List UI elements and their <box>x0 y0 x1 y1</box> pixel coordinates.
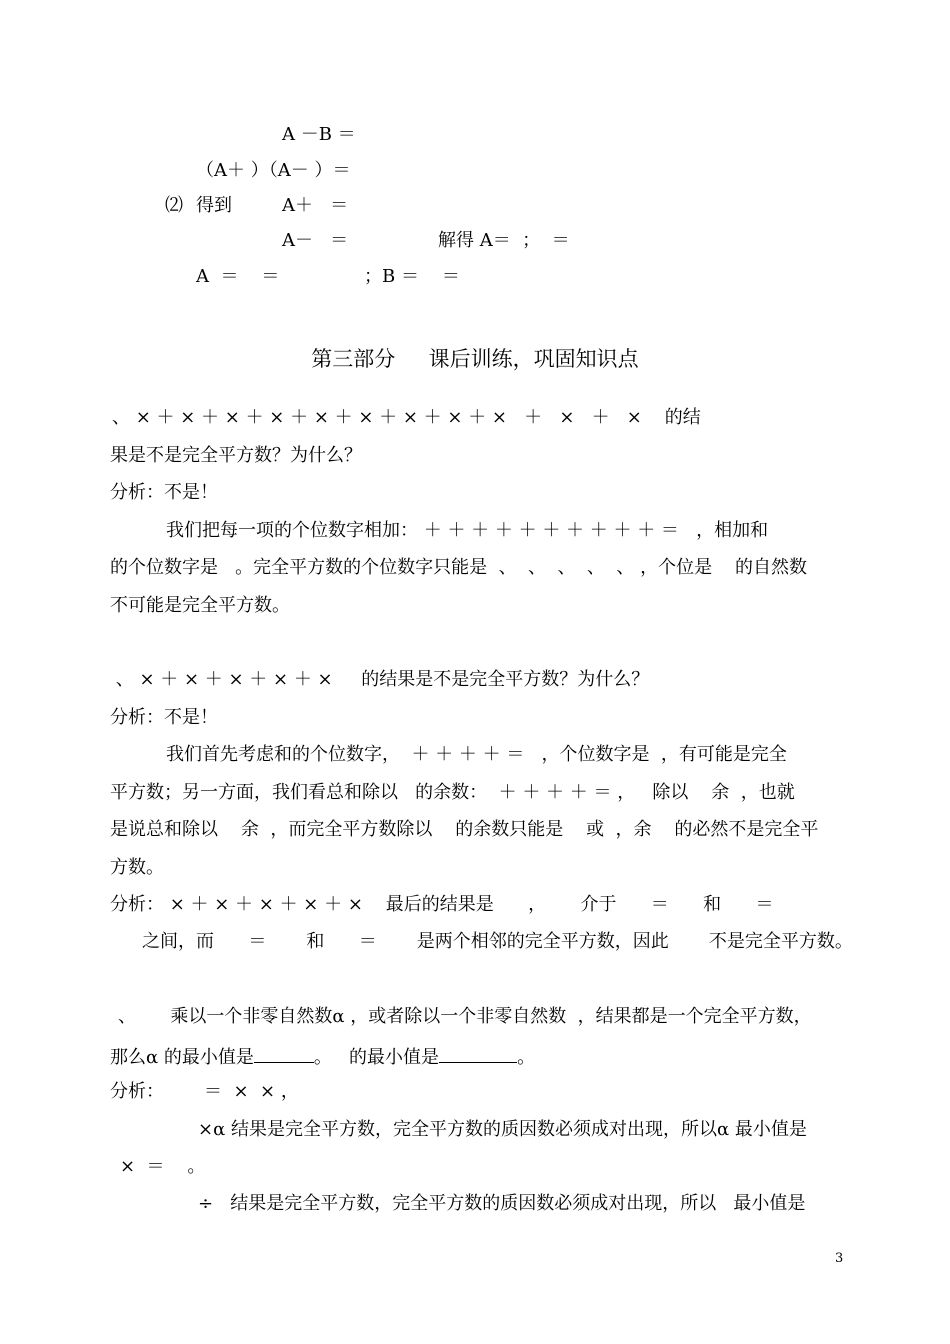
q3-line-2 <box>110 1044 535 1069</box>
q2-analysis: 分析：不是！ <box>110 707 218 728</box>
q2-paragraph-1: 我们首先考虑和的个位数字， ＋ ＋ ＋ ＋ ＝ ，个位数字是 ，有可能是完全 <box>166 744 787 765</box>
equation-line-3: A＋ ＝ <box>282 195 349 216</box>
answer-blank-alpha[interactable] <box>254 1044 314 1063</box>
q2-analysis-2-line-2: 之间，而 ＝ 和 ＝ 是两个相邻的完全平方数，因此 不是完全平方数。 <box>142 931 853 952</box>
result-a: A ＝ ＝ <box>196 266 280 287</box>
equation-line-2: （A＋ ）（A－ ）＝ <box>196 160 351 181</box>
q3-analysis: 分析： ＝ × × ， <box>110 1081 299 1102</box>
q1-line-2: 果是不是完全平方数？为什么？ <box>110 445 362 466</box>
q1-analysis: 分析：不是！ <box>110 482 218 503</box>
step-number: ⑵ <box>165 195 183 216</box>
q3-line-2-part-c: 。 <box>517 1047 536 1068</box>
result-b: ；B ＝ ＝ <box>364 266 460 287</box>
answer-blank-second[interactable] <box>439 1044 517 1063</box>
q3-line-2-part-b: 。 的最小值是 <box>313 1047 440 1068</box>
q1-paragraph-2: 的个位数字是 。完全平方数的个位数字只能是 、 、 、 、 、 ，个位是 的自然数 <box>110 557 807 578</box>
q3-line-1: 、 乘以一个非零自然数α ，或者除以一个非零自然数 ，结果都是一个完全平方数， <box>118 1006 812 1027</box>
q2-paragraph-3: 是说总和除以 余 ，而完全平方数除以 的余数只能是 或 ，余 的必然不是完全平 <box>110 819 819 840</box>
q3-line-2-part-a: 那么α 的最小值是 <box>110 1047 254 1068</box>
q3-paragraph-1: ×α 结果是完全平方数，完全平方数的质因数必须成对出现，所以α 最小值是 <box>198 1119 807 1140</box>
page-number: 3 <box>835 1251 844 1266</box>
q2-line-1: 、 × ＋ × ＋ × ＋ × ＋ × 的结果是不是完全平方数？为什么？ <box>110 669 650 690</box>
section-title: 第三部分 课后训练，巩固知识点 <box>311 347 639 371</box>
q3-paragraph-3: ÷ 结果是完全平方数，完全平方数的质因数必须成对出现，所以 最小值是 <box>198 1193 806 1214</box>
q2-paragraph-2: 平方数；另一方面，我们看总和除以 的余数： ＋ ＋ ＋ ＋ ＝ ， 除以 余 ，也就 <box>110 782 795 803</box>
q2-paragraph-4: 方数。 <box>110 857 164 878</box>
q1-line-1: 、 × ＋ × ＋ × ＋ × ＋ × ＋ × ＋ × ＋ × ＋ × ＋ × ＋ × 的结 <box>112 407 701 428</box>
solution-line: 解得 A＝ ； ＝ <box>438 230 570 251</box>
q3-paragraph-2: × ＝ 。 <box>120 1156 206 1177</box>
equation-line-4: A－ ＝ <box>282 230 349 251</box>
equation-line-1: A －B ＝ <box>282 124 356 145</box>
q1-paragraph-3: 不可能是完全平方数。 <box>110 595 290 616</box>
q1-paragraph-1: 我们把每一项的个位数字相加： ＋ ＋ ＋ ＋ ＋ ＋ ＋ ＋ ＋ ＋ ＝ ，相加和 <box>166 520 769 541</box>
q2-analysis-2-line-1: 分析： × ＋ × ＋ × ＋ × ＋ × 最后的结果是 ， 介于 ＝ 和 ＝ <box>110 894 774 915</box>
step-label: 得到 <box>196 195 232 216</box>
